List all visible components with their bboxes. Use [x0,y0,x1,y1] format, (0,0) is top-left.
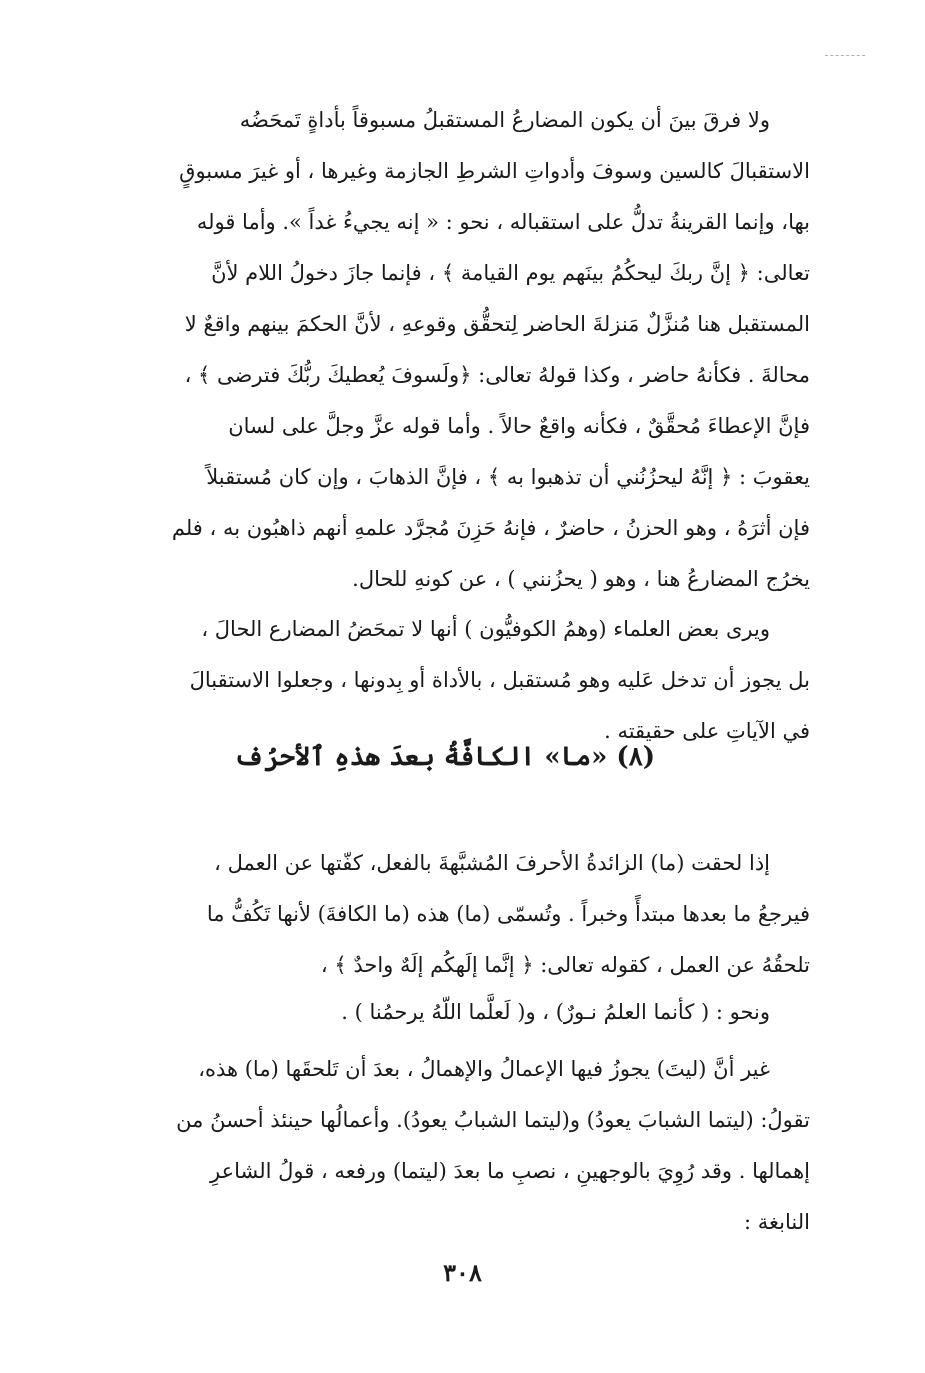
paragraph-ma-kaffa [115,838,810,991]
paragraph-examples [115,987,810,1038]
text-line: تلحقُهُ عن العمل ، كقوله تعالى: ﴿ إنَّما إلَهكُم إلَهٌ واحدٌ ﴾ ، [320,953,810,977]
text-line: المستقبل هنا مُنزَّلٌ مَنزلةَ الحاضر لِتحقُّق وقوعهِ ، لأنَّ الحكمَ بينهم واقعٌ لا [184,312,810,336]
text-line: يخرُج المضارعُ هنا ، وهو ( يحزُنني ) ، عن كونهِ للحال. [352,567,810,591]
page-number: ٣٠٨ [443,1258,482,1287]
text-line: غير أنَّ (ليتَ) يجوزُ فيها الإعمالُ والإهمالُ ، بعدَ أن تَلحقَها (ما) هذه، [198,1057,770,1081]
section-heading: (٨) «ما» الكافَّةُ بعدَ هذهِ ٱلأحرُف [233,742,655,772]
text-line: تعالى: ﴿ إنَّ ربكَ ليحكُمُ بينَهم يوم القيامة ﴾ ، فإنما جازَ دخولُ اللام لأنَّ [211,261,810,285]
paragraph-kufan-view [115,604,810,757]
text-line: الاستقبالَ كالسين وسوفَ وأدواتِ الشرطِ الجازمة وغيرها ، أو غيرَ مسبوقٍ [179,159,810,183]
paragraph-present-future [115,95,810,605]
text-line: يعقوبَ : ﴿ إنَّهُ ليحزُنُني أن تذهبوا به ﴾ ، فإنَّ الذهابَ ، وإن كان مُستقبلاً [206,465,810,489]
text-line: فإنَّ الإعطاءَ مُحقَّقٌ ، فكأنه واقعٌ حالاً . وأما قوله عزَّ وجلَّ على لسان [228,414,810,438]
text-line: بها، وإنما القرينةُ تدلُّ على استقباله ، نحو : « إنه يجيءُ غداً ». وأما قوله [196,210,810,234]
paragraph-layta [115,1044,810,1248]
text-line: إذا لحقت (ما) الزائدةُ الأحرفَ المُشبَّهةَ بالفعل، كفّتها عن العمل ، [214,851,770,875]
text-line: تقولُ: (ليتما الشبابَ يعودُ) و(ليتما الشبابُ يعودُ). وأعمالُها حينئذ أحسنُ من [176,1108,810,1132]
text-line: النابغة : [744,1210,810,1234]
corner-mark [825,55,865,57]
text-line: ولا فرقَ بينَ أن يكون المضارعُ المستقبلُ مسبوقاً بأداةٍ تَمحَضُه [239,108,770,132]
text-line: ونحو : ( كأنما العلمُ نـورٌ) ، و( لَعلَّما اللّهُ يرحمُنا ) . [341,1000,770,1024]
text-line: في الآياتِ على حقيقته . [604,719,810,743]
text-line: بل يجوز أن تدخل عَليه وهو مُستقبل ، بالأداة أو بِدونها ، وجعلوا الاستقبالَ [189,668,810,692]
text-line: إهمالها . وقد رُوِيَ بالوجهينِ ، نصبِ ما بعدَ (ليتما) ورفعه ، قولُ الشاعرِ [210,1159,810,1183]
text-line: فإن أثرَهُ ، وهو الحزنُ ، حاضرٌ ، فإنهُ حَزِنَ مُجرَّد علمهِ أنهم ذاهبُون به ، فلم [171,516,810,540]
text-line: فيرجعُ ما بعدها مبتدأً وخبراً . وتُسمّى (ما) هذه (ما الكافةَ) لأنها تَكُفُّ ما [206,902,810,926]
text-line: ويرى بعض العلماء (وهمُ الكوفيُّون ) أنها لا تمحَضُ المضارع الحالَ ، [201,617,770,641]
text-line: محالةَ . فكأنهُ حاضر ، وكذا قولهُ تعالى: ﴿ولَسوفَ يُعطيكَ ربُّكَ فترضى ﴾ ، [184,363,810,387]
